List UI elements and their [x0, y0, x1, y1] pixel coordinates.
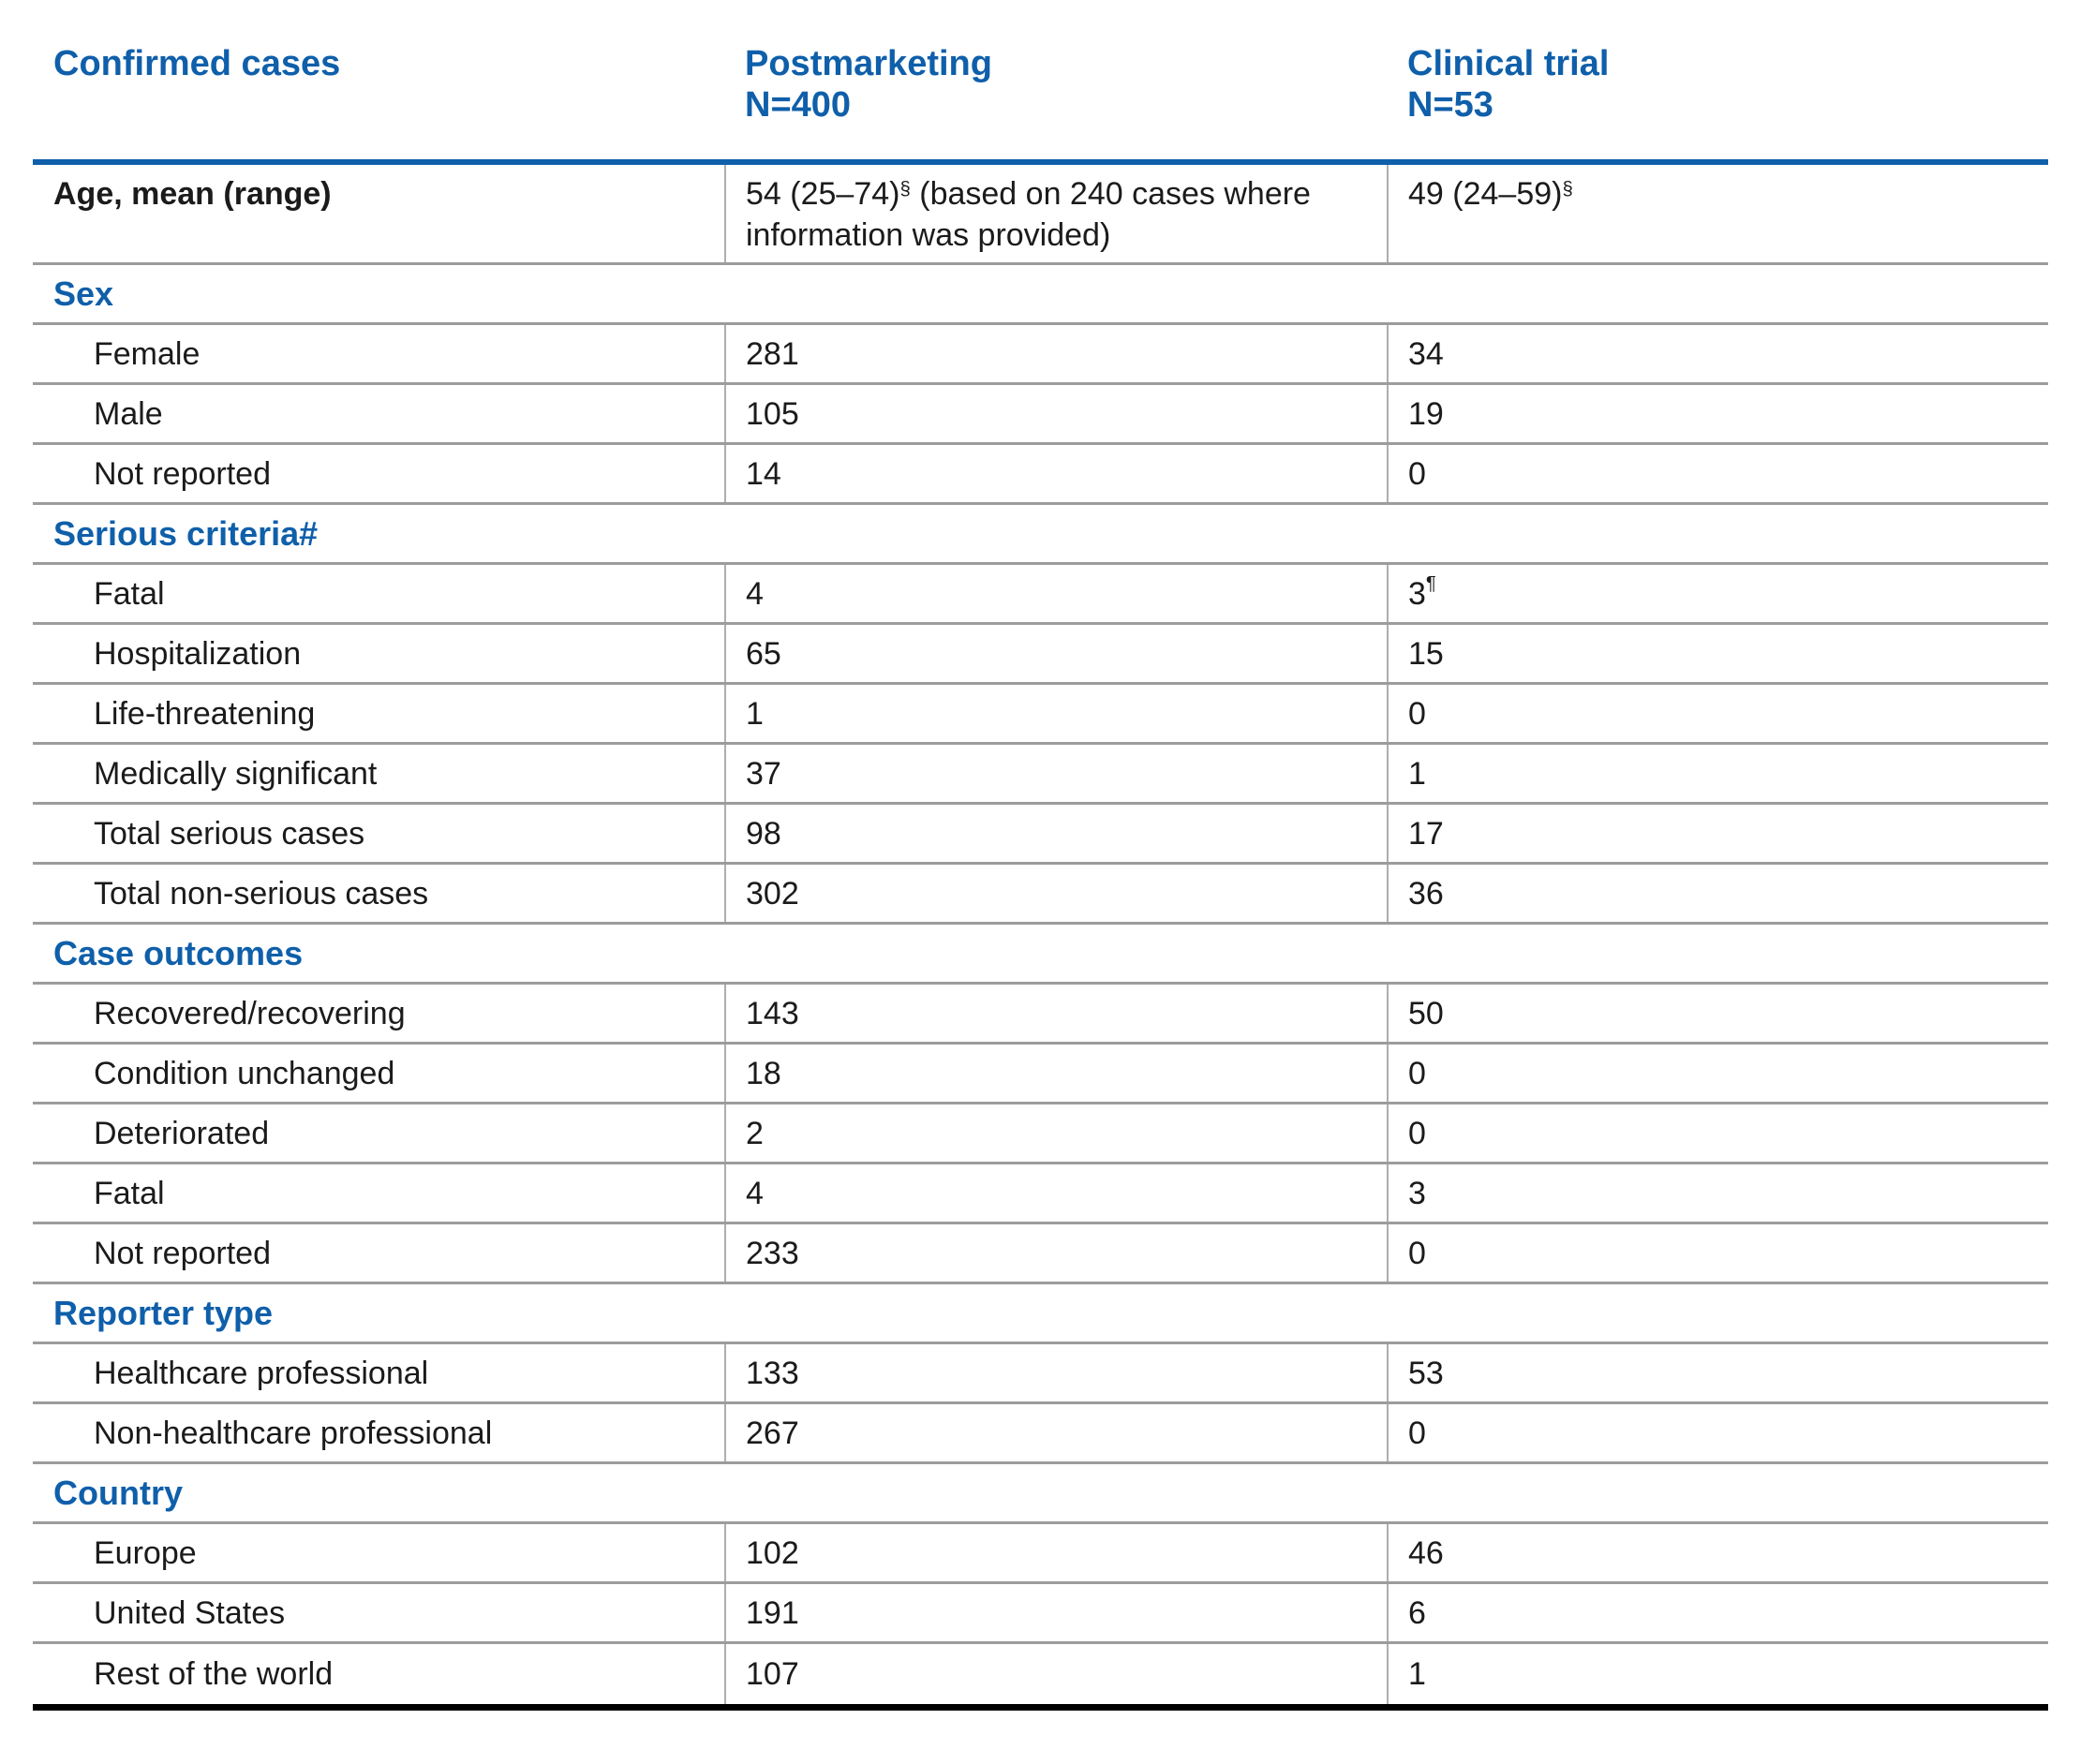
- table-row: [33, 1584, 2048, 1644]
- section-header-row: [33, 1284, 2048, 1344]
- row-label: United States: [94, 1594, 286, 1631]
- row-label: Rest of the world: [94, 1656, 334, 1692]
- row-label: Deteriorated: [94, 1115, 270, 1151]
- row-label: Europe: [94, 1534, 197, 1571]
- section-title: Sex: [53, 274, 114, 313]
- row-clinical-trial-value: 53: [1387, 1344, 2048, 1401]
- column-header-text: Confirmed cases: [53, 44, 341, 83]
- column-header-postmarketing: [724, 43, 1387, 126]
- table-row: [33, 445, 2048, 505]
- row-postmarketing-value: 37: [724, 745, 1387, 802]
- table-row: [33, 985, 2048, 1045]
- row-postmarketing-value: 1: [724, 685, 1387, 742]
- row-label: Condition unchanged: [94, 1055, 395, 1091]
- table-row: [33, 865, 2048, 925]
- row-clinical-trial-value: 34: [1387, 325, 2048, 382]
- row-label: Recovered/recovering: [94, 995, 406, 1031]
- row-postmarketing-value: 102: [724, 1524, 1387, 1581]
- section-header-row: [33, 505, 2048, 565]
- row-postmarketing-value: 281: [724, 325, 1387, 382]
- row-postmarketing-value: 4: [724, 565, 1387, 622]
- row-postmarketing-value: 133: [724, 1344, 1387, 1401]
- column-header-clinical-trial: [1387, 43, 2048, 126]
- row-postmarketing-value: 302: [724, 865, 1387, 922]
- row-clinical-trial-value: 15: [1387, 625, 2048, 682]
- age-clinical-trial-value: 49 (24–59)§: [1387, 165, 2048, 262]
- column-header-text: Postmarketing: [745, 44, 992, 83]
- row-label: Non-healthcare professional: [94, 1415, 493, 1451]
- row-clinical-trial-value: 1: [1387, 745, 2048, 802]
- row-label: Not reported: [94, 455, 271, 492]
- table-row: [33, 1344, 2048, 1404]
- row-label: Fatal: [94, 575, 165, 612]
- row-postmarketing-value: 2: [724, 1104, 1387, 1162]
- column-header-text: Clinical trial: [1407, 44, 1610, 83]
- row-postmarketing-value: 98: [724, 805, 1387, 862]
- row-clinical-trial-value: 0: [1387, 445, 2048, 502]
- row-label: Not reported: [94, 1235, 271, 1271]
- table-row: [33, 385, 2048, 445]
- footnote-marker: §: [1562, 178, 1573, 200]
- age-row: [33, 165, 2048, 265]
- row-label: Medically significant: [94, 755, 378, 792]
- row-clinical-trial-value: 1: [1387, 1644, 2048, 1704]
- row-clinical-trial-value: 19: [1387, 385, 2048, 442]
- row-clinical-trial-value: 0: [1387, 1404, 2048, 1461]
- row-postmarketing-value: 233: [724, 1224, 1387, 1282]
- table-row: [33, 565, 2048, 625]
- row-label: Total serious cases: [94, 815, 365, 852]
- table-row: [33, 1045, 2048, 1104]
- row-postmarketing-value: 65: [724, 625, 1387, 682]
- column-header-confirmed-cases: [33, 43, 724, 84]
- row-postmarketing-value: 107: [724, 1644, 1387, 1704]
- table-body: [33, 165, 2048, 1704]
- confirmed-cases-table: [33, 43, 2048, 1711]
- table-row: [33, 685, 2048, 745]
- section-header-row: [33, 265, 2048, 325]
- section-title: Reporter type: [53, 1293, 274, 1332]
- age-row-label: Age, mean (range): [53, 176, 332, 212]
- row-postmarketing-value: 105: [724, 385, 1387, 442]
- footnote-marker: §: [899, 178, 911, 200]
- row-label: Life-threatening: [94, 695, 316, 732]
- table-row: [33, 1404, 2048, 1464]
- row-clinical-trial-value: 3: [1387, 1164, 2048, 1222]
- section-title: Case outcomes: [53, 933, 304, 972]
- row-clinical-trial-value: 0: [1387, 1045, 2048, 1102]
- column-header-n-count: N=53: [1407, 85, 1493, 125]
- row-label: Total non-serious cases: [94, 875, 429, 912]
- table-row: [33, 1644, 2048, 1704]
- row-clinical-trial-value: 46: [1387, 1524, 2048, 1581]
- table-row: [33, 745, 2048, 805]
- row-postmarketing-value: 267: [724, 1404, 1387, 1461]
- row-clinical-trial-value: 0: [1387, 1224, 2048, 1282]
- column-header-n-count: N=400: [745, 85, 852, 125]
- row-clinical-trial-value: 50: [1387, 985, 2048, 1042]
- row-clinical-trial-value: 0: [1387, 1104, 2048, 1162]
- table-row: [33, 1224, 2048, 1284]
- row-postmarketing-value: 18: [724, 1045, 1387, 1102]
- row-postmarketing-value: 14: [724, 445, 1387, 502]
- row-label: Hospitalization: [94, 635, 302, 672]
- row-postmarketing-value: 143: [724, 985, 1387, 1042]
- section-title: Serious criteria#: [53, 513, 319, 553]
- row-clinical-trial-value: 36: [1387, 865, 2048, 922]
- table-header-row: [33, 43, 2048, 165]
- row-label: Female: [94, 335, 201, 372]
- row-clinical-trial-value: 6: [1387, 1584, 2048, 1641]
- table-row: [33, 325, 2048, 385]
- table-row: [33, 625, 2048, 685]
- table-row: [33, 1164, 2048, 1224]
- table-row: [33, 805, 2048, 865]
- row-postmarketing-value: 191: [724, 1584, 1387, 1641]
- table-row: [33, 1104, 2048, 1164]
- row-clinical-trial-value: 3 ¶: [1387, 565, 2048, 622]
- row-label: Male: [94, 395, 163, 432]
- row-label: Fatal: [94, 1175, 165, 1211]
- table-row: [33, 1524, 2048, 1584]
- section-header-row: [33, 1464, 2048, 1524]
- row-clinical-trial-value: 17: [1387, 805, 2048, 862]
- section-header-row: [33, 925, 2048, 985]
- row-postmarketing-value: 4: [724, 1164, 1387, 1222]
- row-clinical-trial-value: 0: [1387, 685, 2048, 742]
- row-label: Healthcare professional: [94, 1355, 429, 1391]
- section-title: Country: [53, 1473, 183, 1512]
- age-postmarketing-value: 54 (25–74)§ (based on 240 cases where information was provided): [724, 165, 1387, 262]
